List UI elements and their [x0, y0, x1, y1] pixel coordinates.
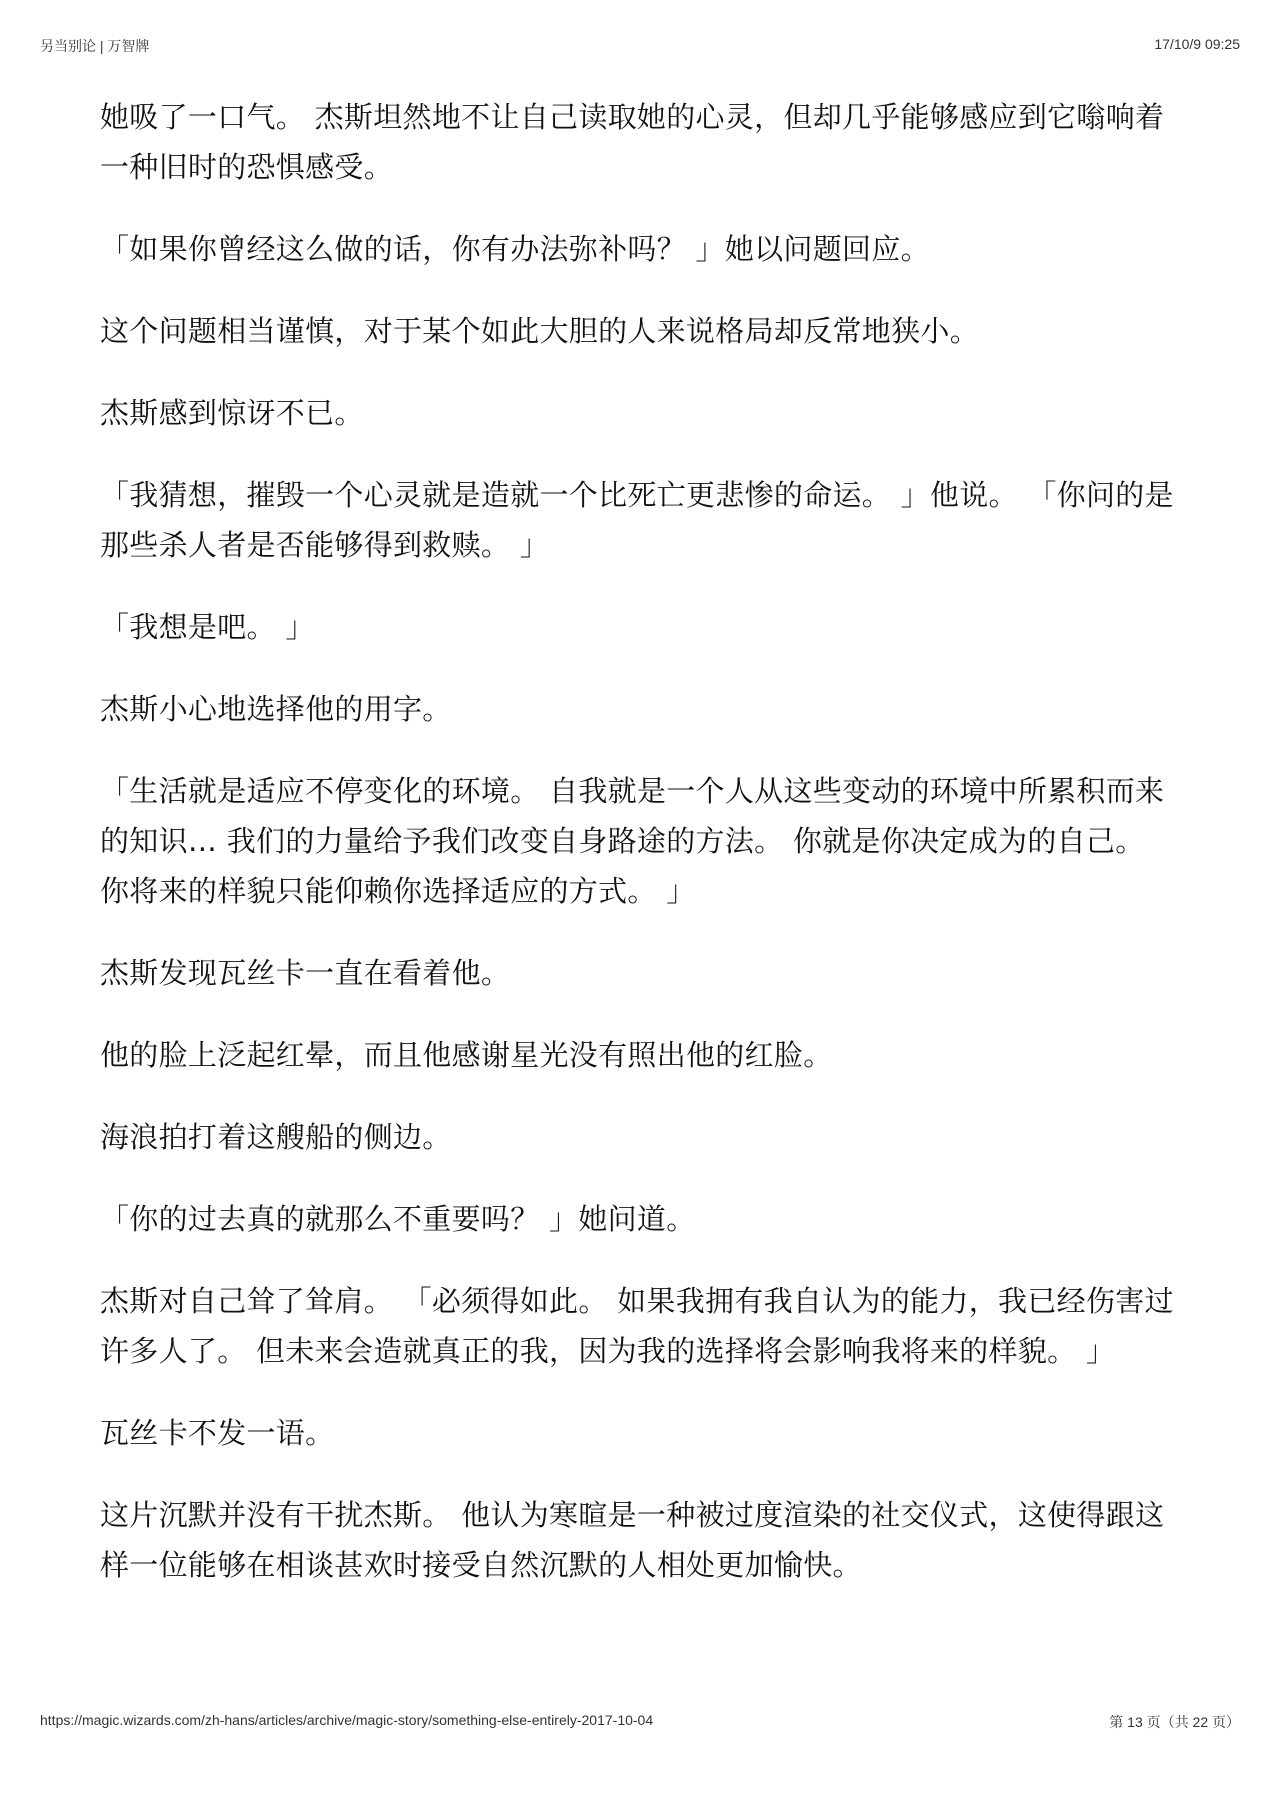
paragraph: 「你的过去真的就那么不重要吗？ 」她问道。: [100, 1202, 696, 1236]
paragraph: 这片沉默并没有干扰杰斯。 他认为寒暄是一种被过度渲染的社交仪式，这使得跟这样一位能够在相谈甚欢时接受自然沉默的人相处更加愉快。: [100, 1498, 1165, 1582]
paragraph: 「如果你曾经这么做的话，你有办法弥补吗？ 」她以问题回应。: [100, 232, 930, 266]
page-number: 第 13 页（共 22 页）: [1109, 1714, 1240, 1730]
paragraph: 杰斯感到惊讶不已。: [100, 396, 364, 430]
print-footer: [40, 1712, 1240, 1732]
paragraph: 「我想是吧。 」: [100, 610, 315, 644]
paragraph: 她吸了一口气。 杰斯坦然地不让自己读取她的心灵，但却几乎能够感应到它嗡响着一种旧时的恐惧感受。: [100, 100, 1165, 184]
print-header: [40, 36, 1240, 56]
paragraph: 海浪拍打着这艘船的侧边。: [100, 1120, 452, 1154]
paragraph: 杰斯对自己耸了耸肩。 「必须得如此。 如果我拥有我自认为的能力，我已经伤害过许多人了。 但未来会造就真正的我，因为我的选择将会影响我将来的样貌。 」: [100, 1284, 1174, 1368]
article-body: [100, 92, 1180, 1622]
paragraph: 瓦丝卡不发一语。: [100, 1416, 335, 1450]
paragraph: 他的脸上泛起红晕，而且他感谢星光没有照出他的红脸。: [100, 1038, 833, 1072]
paragraph: 这个问题相当谨慎，对于某个如此大胆的人来说格局却反常地狭小。: [100, 314, 980, 348]
page-title: 另当别论 | 万智牌: [40, 38, 150, 54]
paragraph: 「我猜想，摧毁一个心灵就是造就一个比死亡更悲惨的命运。 」他说。 「你问的是那些杀人者是否能够得到救赎。 」: [100, 478, 1174, 562]
print-datetime: 17/10/9 09:25: [1154, 36, 1240, 52]
paragraph: 「生活就是适应不停变化的环境。 自我就是一个人从这些变动的环境中所累积而来的知识… 我们的力量给予我们改变自身路途的方法。 你就是你决定成为的自己。 你将来的样貌只能仰赖你选择适应的方式。 」: [100, 774, 1165, 908]
paragraph: 杰斯发现瓦丝卡一直在看着他。: [100, 956, 511, 990]
source-url: https://magic.wizards.com/zh-hans/articles/archive/magic-story/something-else-entirely-2017-10-04: [40, 1712, 654, 1728]
paragraph: 杰斯小心地选择他的用字。: [100, 692, 452, 726]
